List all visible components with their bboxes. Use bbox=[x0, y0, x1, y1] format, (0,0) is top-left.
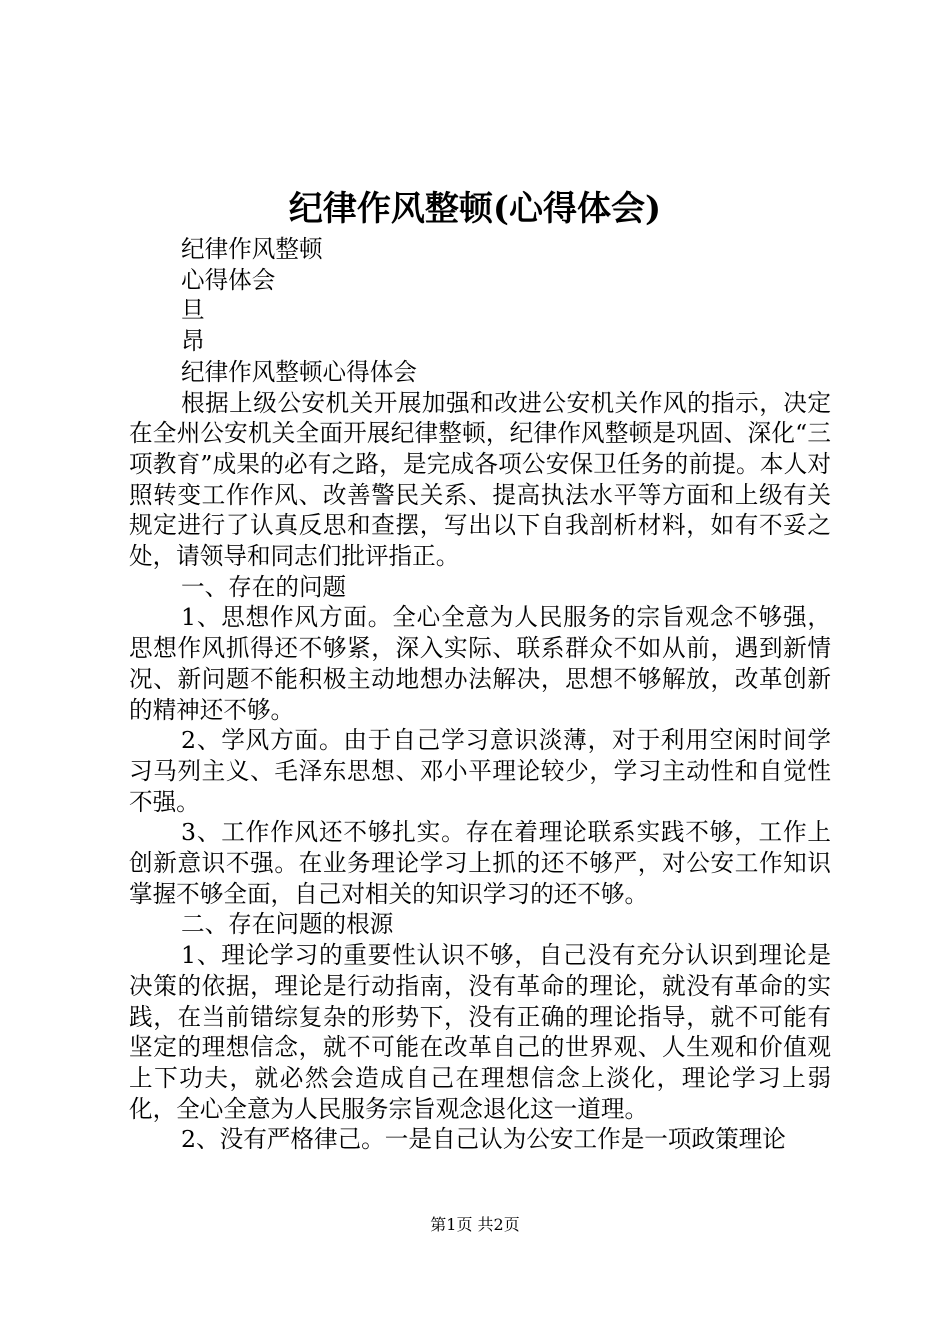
paragraph: 2、学风方面。由于自己学习意识淡薄，对于利用空闲时间学习马列主义、毛泽东思想、邓小平理论较少，学习主动性和自觉性不强。 bbox=[129, 726, 831, 816]
document-title: 纪律作风整顿(心得体会) bbox=[288, 189, 662, 229]
subtitle-line: 旦 bbox=[181, 296, 205, 325]
subtitle-line: 纪律作风整顿 bbox=[181, 235, 323, 263]
section-heading: 二、存在问题的根源 bbox=[181, 910, 394, 939]
section-heading: 一、存在的问题 bbox=[181, 572, 347, 601]
page-footer: 第1页 共2页 bbox=[430, 1215, 520, 1234]
paragraph: 3、工作作风还不够扎实。存在着理论联系实践不够，工作上创新意识不强。在业务理论学习上抓的还不够严，对公安工作知识掌握不够全面，自己对相关的知识学习的还不够。 bbox=[129, 818, 831, 908]
subtitle-line: 纪律作风整顿心得体会 bbox=[181, 357, 417, 386]
subtitle-line: 昂 bbox=[181, 327, 205, 356]
document-body bbox=[129, 234, 831, 1155]
paragraph: 1、思想作风方面。全心全意为人民服务的宗旨观念不够强，思想作风抓得还不够紧，深入实际、联系群众不如从前，遇到新情况、新问题不能积极主动地想办法解决，思想不够解放，改革创新的精神还不够。 bbox=[129, 603, 831, 724]
paragraph: 2、没有严格律己。一是自己认为公安工作是一项政策理论 bbox=[181, 1125, 786, 1154]
subtitle-line: 心得体会 bbox=[181, 265, 276, 294]
paragraph: 1、理论学习的重要性认识不够，自己没有充分认识到理论是决策的依据，理论是行动指南，没有革命的理论，就没有革命的实践，在当前错综复杂的形势下，没有正确的理论指导，就不可能有坚定的理想信念，就不可能在改革自己的世界观、人生观和价值观上下功夫，就必然会造成自己在理想信念上淡化，理论学习上弱化，全心全意为人民服务宗旨观念退化这一道理。 bbox=[129, 941, 831, 1123]
paragraph: 根据上级公安机关开展加强和改进公安机关作风的指示，决定在全州公安机关全面开展纪律整顿，纪律作风整顿是巩固、深化“三项教育”成果的必有之路，是完成各项公安保卫任务的前提。本人对照转变工作作风、改善警民关系、提高执法水平等方面和上级有关规定进行了认真反思和查摆，写出以下自我剖析材料，如有不妥之处，请领导和同志们批评指正。 bbox=[129, 388, 831, 571]
